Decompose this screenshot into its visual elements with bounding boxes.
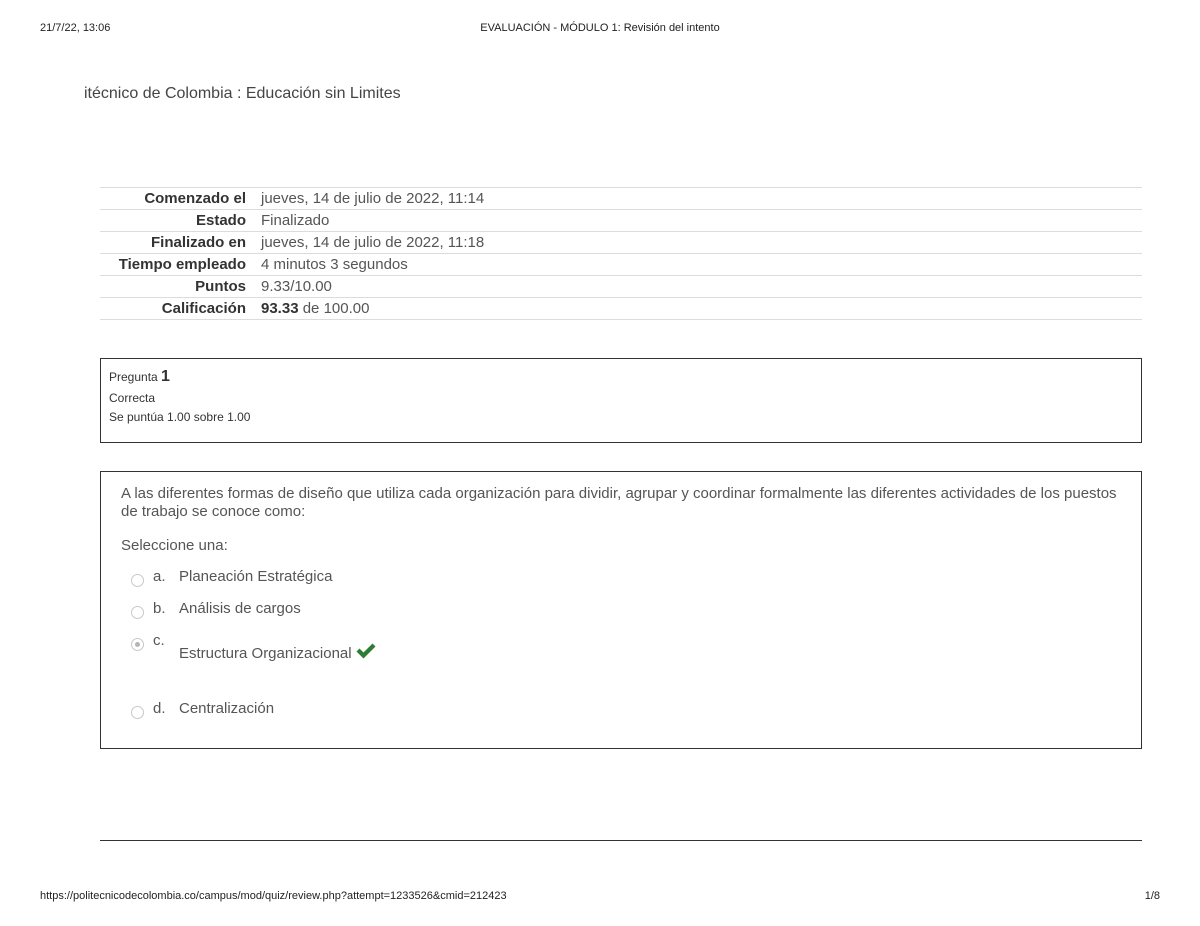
- option-letter: c.: [153, 632, 165, 649]
- summary-row-time-taken: [100, 254, 1142, 276]
- summary-row-state: [100, 210, 1142, 232]
- question-grade: Se puntúa 1.00 sobre 1.00: [109, 410, 251, 424]
- question-state: Correcta: [109, 391, 156, 405]
- answer-option-a[interactable]: [131, 568, 332, 587]
- attempt-summary-table: [100, 187, 1142, 320]
- check-icon: [355, 642, 377, 665]
- option-text: Estructura Organizacional: [179, 645, 352, 662]
- summary-label: Calificación: [161, 300, 246, 317]
- radio-button[interactable]: [131, 606, 144, 619]
- answer-option-d[interactable]: [131, 700, 274, 719]
- question-text: A las diferentes formas de diseño que utiliza cada organización para dividir, agrupar y coordinar formalmente las diferentes actividades de los puestos de trabajo se conoce como:: [121, 485, 1117, 520]
- option-text-wrapper: [179, 642, 377, 665]
- summary-value: 9.33/10.00: [261, 278, 332, 295]
- option-text: Planeación Estratégica: [179, 568, 333, 585]
- option-letter: b.: [153, 600, 166, 617]
- summary-value: 4 minutos 3 segundos: [261, 256, 408, 273]
- summary-row-points: [100, 276, 1142, 298]
- option-letter: d.: [153, 700, 166, 717]
- question-content-box: [100, 471, 1142, 749]
- summary-label: Estado: [195, 212, 246, 229]
- question-number-line: [109, 367, 1133, 387]
- summary-label: Finalizado en: [150, 234, 246, 251]
- site-title[interactable]: itécnico de Colombia : Educación sin Limites: [84, 85, 401, 102]
- summary-row-started: [100, 188, 1142, 210]
- summary-label: Comenzado el: [144, 190, 246, 207]
- answer-option-c[interactable]: [131, 632, 377, 665]
- question-number: 1: [161, 368, 170, 385]
- footer-divider: [100, 840, 1142, 841]
- summary-value: [254, 298, 1142, 320]
- option-letter: a.: [153, 568, 166, 585]
- grade-value: 93.33: [261, 300, 299, 317]
- summary-row-finished: [100, 232, 1142, 254]
- option-text: Centralización: [179, 700, 275, 717]
- print-url: https://politecnicodecolombia.co/campus/mod/quiz/review.php?attempt=1233526&cmid=212423: [40, 890, 507, 902]
- summary-row-grade: [100, 298, 1142, 320]
- print-page-title: EVALUACIÓN - MÓDULO 1: Revisión del intento: [480, 22, 720, 34]
- print-page-number: 1/8: [1144, 890, 1160, 902]
- radio-button-selected[interactable]: [131, 638, 144, 651]
- radio-button[interactable]: [131, 574, 144, 587]
- question-label: Pregunta: [109, 370, 158, 384]
- radio-button[interactable]: [131, 706, 144, 719]
- summary-value: Finalizado: [261, 212, 330, 229]
- answer-option-b[interactable]: [131, 600, 301, 619]
- summary-value: jueves, 14 de julio de 2022, 11:14: [261, 190, 485, 207]
- question-info-box: [100, 358, 1142, 443]
- grade-max: de 100.00: [302, 300, 370, 317]
- summary-label: Puntos: [195, 278, 246, 295]
- option-text: Análisis de cargos: [179, 600, 301, 617]
- print-datetime: 21/7/22, 13:06: [40, 22, 111, 34]
- answer-prompt: Seleccione una:: [121, 537, 228, 554]
- summary-label: Tiempo empleado: [118, 256, 246, 273]
- summary-value: jueves, 14 de julio de 2022, 11:18: [261, 234, 485, 251]
